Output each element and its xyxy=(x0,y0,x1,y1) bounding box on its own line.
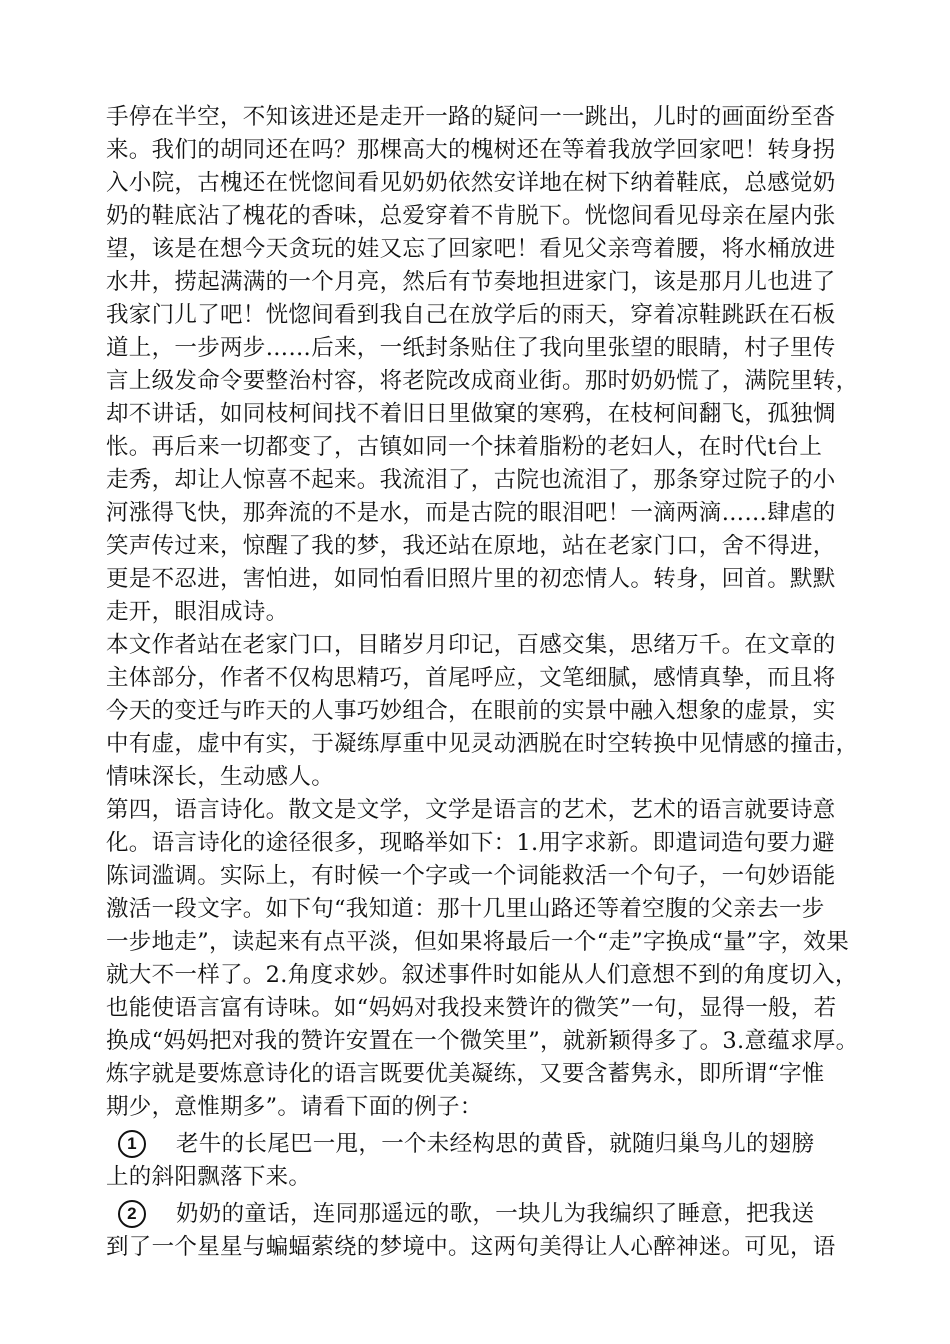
text-line: 期少，意惟期多”。请看下面的例子： xyxy=(106,1094,483,1120)
text-line: 第四，语言诗化。散文是文学，文学是语言的艺术，艺术的语言就要诗意 xyxy=(106,797,836,823)
document-page xyxy=(106,101,864,1264)
text-line: 我家门儿了吧！恍惚间看到我自己在放学后的雨天，穿着凉鞋跳跃在石板 xyxy=(106,302,836,328)
text-line: 一步地走”，读起来有点平淡，但如果将最后一个“走”字换成“量”字，效果 xyxy=(106,929,850,955)
example-line xyxy=(106,1128,864,1161)
text-line: 也能使语言富有诗味。如“妈妈对我投来赞许的微笑”一句，显得一般，若 xyxy=(106,995,837,1021)
example-item-1 xyxy=(106,1128,864,1194)
text-line: 怅。再后来一切都变了，古镇如同一个抹着脂粉的老妇人，在时代t台上 xyxy=(106,434,823,460)
text-line: 奶的鞋底沾了槐花的香味，总爱穿着不肯脱下。恍惚间看见母亲在屋内张 xyxy=(106,203,836,229)
text-line: 手停在半空，不知该进还是走开一路的疑问一一跳出，儿时的画面纷至沓 xyxy=(106,104,836,130)
text-line: 入小院，古槐还在恍惚间看见奶奶依然安详地在树下纳着鞋底，总感觉奶 xyxy=(106,170,836,196)
text-line: 中有虚，虚中有实，于凝练厚重中见灵动洒脱在时空转换中见情感的撞击， xyxy=(106,731,859,757)
circled-number-marker: 1 xyxy=(118,1130,146,1158)
paragraph-commentary xyxy=(106,629,864,794)
text-line: 情味深长，生动感人。 xyxy=(106,764,335,790)
paragraph-story xyxy=(106,101,864,629)
paragraph-language-poetic xyxy=(106,794,864,1124)
text-line: 主体部分，作者不仅构思精巧，首尾呼应，文笔细腻，感情真挚，而且将 xyxy=(106,665,836,691)
text-line: 道上，一步两步……后来，一纸封条贴住了我向里张望的眼睛，村子里传 xyxy=(106,335,836,361)
text-line: 笑声传过来，惊醒了我的梦，我还站在原地，站在老家门口，舍不得进， xyxy=(106,533,836,559)
text-line: 激活一段文字。如下句“我知道：那十几里山路还等着空腹的父亲去一步 xyxy=(106,896,825,922)
example-text: 老牛的长尾巴一甩，一个未经构思的黄昏，就随归巢鸟儿的翅膀 xyxy=(176,1131,815,1157)
text-line: 炼字就是要炼意诗化的语言既要优美凝练，又要含蓄隽永，即所谓“字惟 xyxy=(106,1061,825,1087)
text-line: 化。语言诗化的途径很多，现略举如下：1.用字求新。即遣词造句要力避 xyxy=(106,830,835,856)
text-line: 本文作者站在老家门口，目睹岁月印记，百感交集，思绪万千。在文章的 xyxy=(106,632,836,658)
text-line: 更是不忍进，害怕进，如同怕看旧照片里的初恋情人。转身，回首。默默 xyxy=(106,566,836,592)
circled-number-marker: 2 xyxy=(118,1200,146,1228)
example-item-2 xyxy=(106,1198,864,1264)
text-line: 水井，捞起满满的一个月亮，然后有节奏地担进家门，该是那月儿也进了 xyxy=(106,269,836,295)
text-line: 却不讲话，如同枝柯间找不着旧日里做窠的寒鸦，在枝柯间翻飞，孤独惆 xyxy=(106,401,836,427)
text-line: 来。我们的胡同还在吗？那棵高大的槐树还在等着我放学回家吧！转身拐 xyxy=(106,137,836,163)
text-line: 望，该是在想今天贪玩的娃又忘了回家吧！看见父亲弯着腰，将水桶放进 xyxy=(106,236,836,262)
text-line: 就大不一样了。2.角度求妙。叙述事件时如能从人们意想不到的角度切入， xyxy=(106,962,858,988)
text-line: 今天的变迁与昨天的人事巧妙组合，在眼前的实景中融入想象的虚景，实 xyxy=(106,698,836,724)
text-line: 走开，眼泪成诗。 xyxy=(106,599,289,625)
example-text: 奶奶的童话，连同那遥远的歌，一块儿为我编织了睡意，把我送 xyxy=(176,1201,815,1227)
text-line: 言上级发命令要整治村容，将老院改成商业街。那时奶奶慌了，满院里转， xyxy=(106,368,859,394)
text-line: 走秀，却让人惊喜不起来。我流泪了，古院也流泪了，那条穿过院子的小 xyxy=(106,467,836,493)
example-line: 上的斜阳飘落下来。 xyxy=(106,1164,312,1190)
text-line: 换成“妈妈把对我的赞许安置在一个微笑里”，就新颖得多了。3.意蕴求厚。 xyxy=(106,1028,859,1054)
example-line xyxy=(106,1198,864,1231)
text-line: 河涨得飞快，那奔流的不是水，而是古院的眼泪吧！一滴两滴……肆虐的 xyxy=(106,500,836,526)
text-line: 陈词滥调。实际上，有时候一个字或一个词能救活一个句子，一句妙语能 xyxy=(106,863,836,889)
example-line: 到了一个星星与蝙蝠萦绕的梦境中。这两句美得让人心醉神迷。可见，语 xyxy=(106,1234,836,1260)
